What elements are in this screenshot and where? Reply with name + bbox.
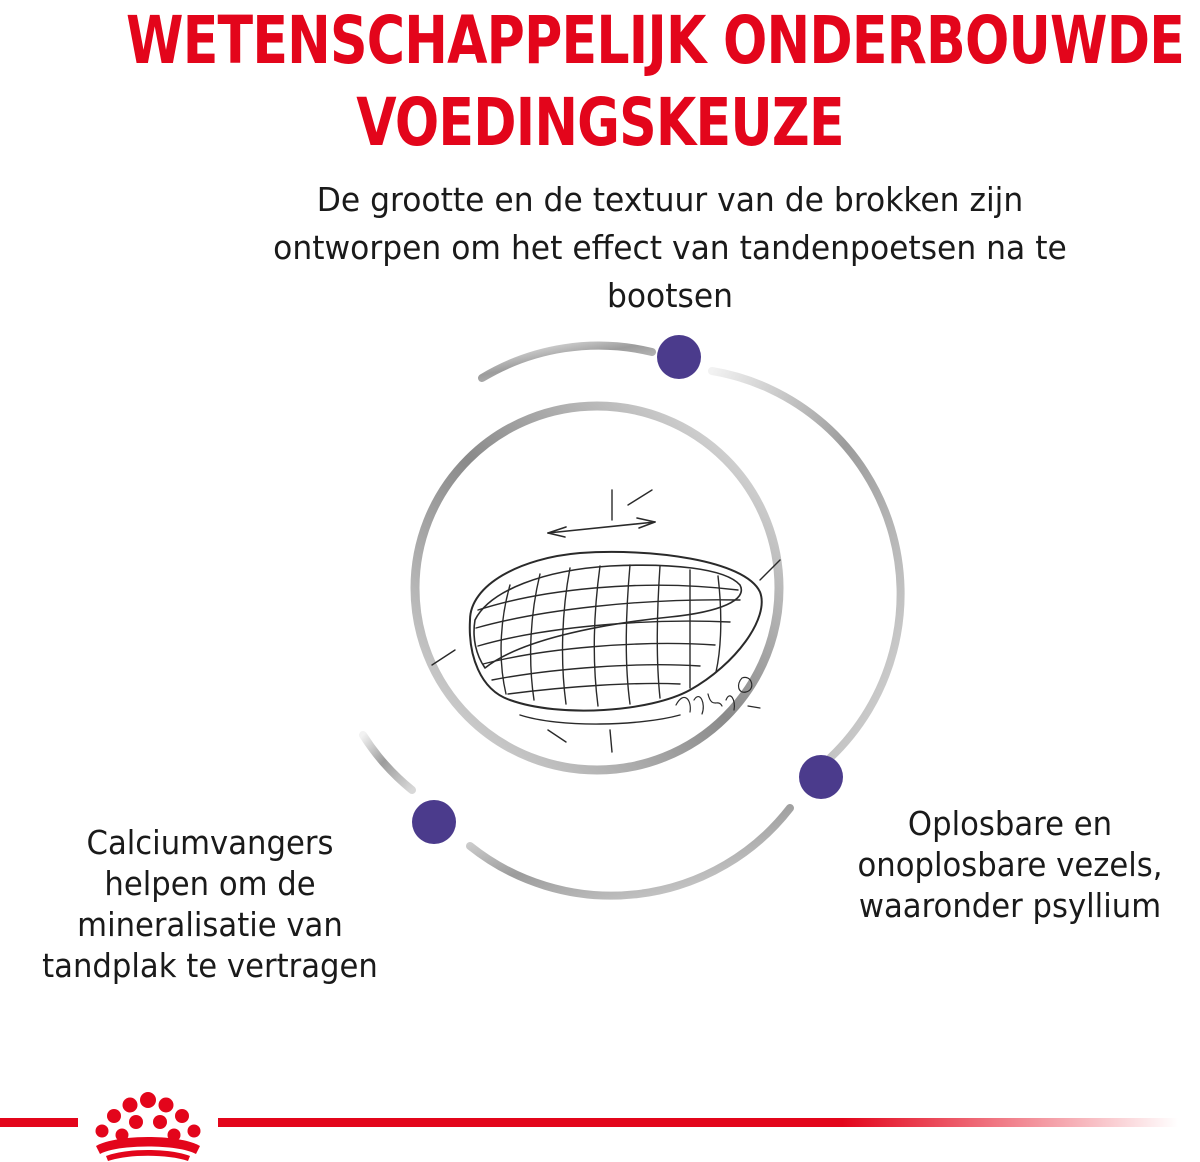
outer-ring-arc-top (482, 346, 652, 378)
feature-right-text: Oplosbare en onoplosbare vezels, waaronder psyllium (857, 804, 1163, 925)
title-line-2: VOEDINGSKEUZE (356, 84, 844, 161)
feature-left-text: Calciumvangers helpen om de mineralisatie van tandplak te vertragen (42, 823, 378, 985)
dot-right (799, 755, 843, 799)
footer-line-right (218, 1118, 1178, 1127)
outer-ring-arc-left (363, 735, 412, 790)
outer-ring-arc-bottom (470, 808, 790, 896)
crown-logo-icon (86, 1090, 211, 1162)
dot-left (412, 800, 456, 844)
feature-top-text: De grootte en de textuur van de brokken zijn ontworpen om het effect van tandenpoetsen na te bootsen (273, 180, 1067, 315)
footer-line-left (0, 1118, 78, 1127)
title-line-1: WETENSCHAPPELIJK ONDERBOUWDE (126, 2, 1185, 79)
dot-top (657, 335, 701, 379)
